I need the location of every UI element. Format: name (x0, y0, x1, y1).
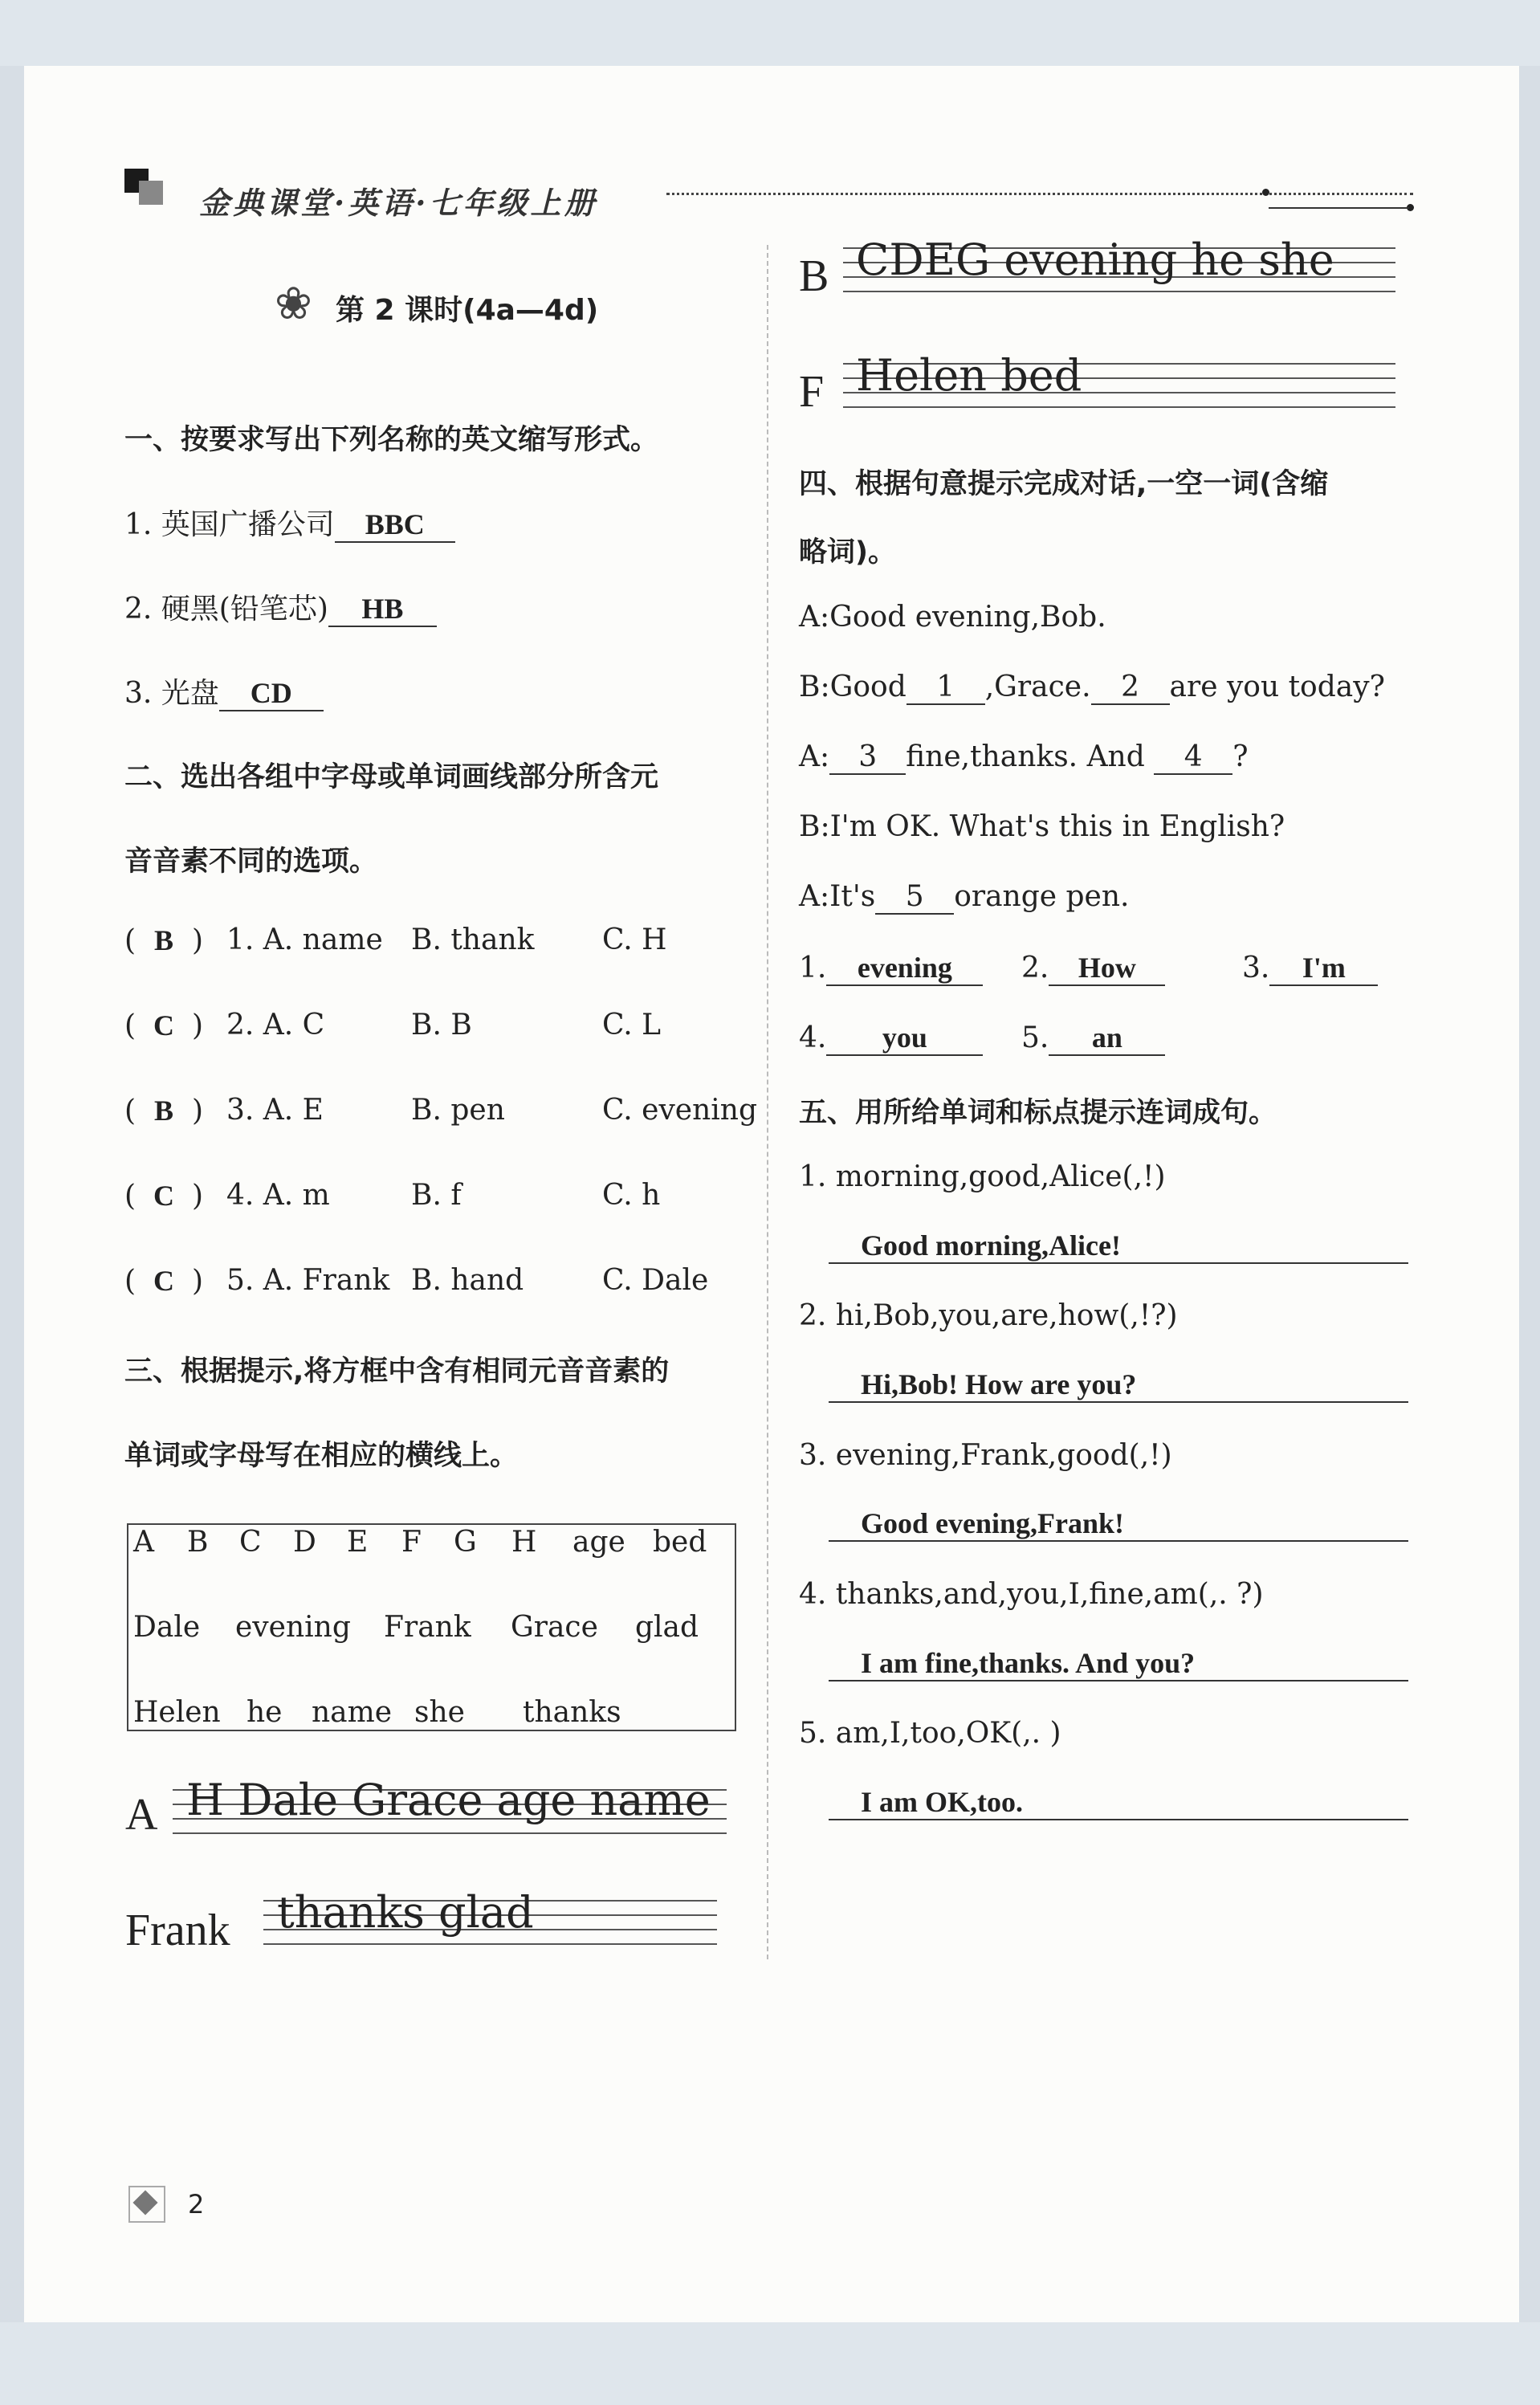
s2-row-1-a: 1. A. name (226, 923, 383, 956)
s5-question-4: 4. thanks,and,you,I,fine,am(,. ?) (799, 1578, 1264, 1611)
dialog-line-3: A: 3 fine,thanks. And 4 ? (799, 740, 1249, 773)
s5-question-2: 2. hi,Bob,you,are,how(,!?) (799, 1299, 1178, 1332)
group-a-label: A (125, 1790, 158, 1840)
answer-line (829, 1680, 1408, 1681)
s2-row-1-c: C. H (602, 923, 667, 956)
book-title: 金典课堂·英语·七年级上册 (199, 185, 598, 221)
header-rule (1269, 207, 1409, 209)
s2-row-2-b: B. B (411, 1009, 472, 1041)
dialog-line-5: A:It's 5 orange pen. (799, 880, 1130, 913)
s2-row-4-a: 4. A. m (226, 1179, 330, 1212)
section4-title: 四、根据句意提示完成对话,一空一词(含缩 (799, 468, 1329, 500)
answer-line (829, 1401, 1408, 1403)
s5-question-5: 5. am,I,too,OK(,. ) (799, 1717, 1061, 1750)
s2-row-2-a: 2. A. C (226, 1009, 325, 1041)
section3-title-cont: 单词或字母写在相应的横线上。 (124, 1440, 519, 1472)
s5-answer-2: Hi,Bob! How are you? (861, 1368, 1137, 1400)
s5-question-1: 1. morning,good,Alice(,!) (799, 1160, 1166, 1193)
dialog-line-2: B:Good 1 ,Grace. 2 are you today? (799, 671, 1385, 703)
s2-row-4-c: C. h (602, 1179, 661, 1212)
s4-answer-5: 5. an (1021, 1021, 1165, 1056)
word-box-item: bed (653, 1526, 707, 1559)
word-box-item: Dale (133, 1611, 201, 1644)
answer-line (829, 1819, 1408, 1820)
s2-row-5: ( C ) (124, 1265, 204, 1298)
group-frank-answer: thanks glad (277, 1887, 534, 1938)
column-divider (767, 245, 768, 1959)
s5-answer-3: Good evening,Frank! (861, 1507, 1125, 1539)
word-box-item: Grace (511, 1611, 598, 1644)
word-box-item: name (312, 1696, 393, 1729)
header-square-shadow-icon (139, 181, 163, 205)
word-box-item: D (293, 1526, 316, 1559)
s5-question-3: 3. evening,Frank,good(,!) (799, 1439, 1172, 1472)
s2-row-3-a: 3. A. E (226, 1094, 324, 1127)
section2-title: 二、选出各组中字母或单词画线部分所含元 (124, 761, 659, 793)
s2-row-2: ( C ) (124, 1009, 204, 1042)
s2-row-2-c: C. L (602, 1009, 662, 1041)
word-box-item: age (572, 1526, 625, 1559)
answer-line (829, 1262, 1408, 1264)
s1-item-3: 3. 光盘 CD (124, 671, 324, 711)
word-box-item: B (187, 1526, 209, 1559)
word-box-item: thanks (523, 1696, 621, 1729)
word-box-item: Helen (133, 1696, 221, 1729)
writing-line (843, 406, 1395, 408)
section3-title: 三、根据提示,将方框中含有相同元音音素的 (124, 1355, 670, 1388)
word-box-item: A (133, 1526, 154, 1559)
word-box-item: glad (635, 1611, 699, 1644)
s1-item-2: 2. 硬黑(铅笔芯) HB (124, 586, 437, 627)
answer-line (829, 1540, 1408, 1542)
writing-line (173, 1832, 727, 1834)
group-b-label: B (799, 251, 829, 301)
s2-row-3: ( B ) (124, 1094, 204, 1127)
section4-title-cont: 略词)。 (799, 536, 896, 569)
s2-row-3-b: B. pen (411, 1094, 505, 1127)
dialog-line-4: B:I'm OK. What's this in English? (799, 810, 1285, 843)
word-box-item: he (246, 1696, 283, 1729)
group-frank-label: Frank (125, 1906, 230, 1955)
word-box-item: F (401, 1526, 422, 1559)
word-box-item: G (454, 1526, 477, 1559)
word-box-item: Frank (384, 1611, 471, 1644)
flower-icon: ❀ (275, 278, 312, 330)
word-box-item: C (239, 1526, 262, 1559)
top-margin (0, 0, 1540, 66)
word-box-item: she (414, 1696, 465, 1729)
s2-row-1-b: B. thank (411, 923, 535, 956)
writing-line (843, 291, 1395, 292)
s4-answer-1: 1. evening (799, 951, 983, 986)
dialog-line-1: A:Good evening,Bob. (799, 601, 1106, 634)
s1-item-1: 1. 英国广播公司 BBC (124, 502, 455, 543)
lesson-title: 第 2 课时(4a—4d) (336, 294, 599, 327)
word-box-item: evening (235, 1611, 351, 1644)
s2-row-4-b: B. f (411, 1179, 462, 1212)
group-f-answer: Helen bed (856, 350, 1082, 401)
s5-answer-4: I am fine,thanks. And you? (861, 1647, 1196, 1679)
header-dotted-rule (666, 193, 1413, 195)
writing-line (263, 1943, 717, 1945)
section5-title: 五、用所给单词和标点提示连词成句。 (799, 1097, 1277, 1129)
group-a-answer: H Dale Grace age name (186, 1775, 711, 1825)
group-b-answer: CDEG evening he she (856, 234, 1334, 285)
s5-answer-1: Good morning,Alice! (861, 1229, 1121, 1262)
s2-row-5-a: 5. A. Frank (226, 1264, 390, 1297)
s2-row-4: ( C ) (124, 1180, 204, 1213)
s4-answer-2: 2. How (1021, 951, 1165, 986)
header-dot-icon (1262, 189, 1269, 196)
s4-answer-3: 3. I'm (1242, 951, 1378, 986)
word-box-item: H (511, 1526, 537, 1559)
s2-row-5-b: B. hand (411, 1264, 524, 1297)
s4-answer-4: 4. you (799, 1021, 983, 1056)
word-box-item: E (347, 1526, 369, 1559)
group-f-label: F (799, 367, 825, 417)
bottom-margin (0, 2322, 1540, 2405)
section1-title: 一、按要求写出下列名称的英文缩写形式。 (124, 424, 659, 456)
s2-row-1: ( B ) (124, 924, 204, 957)
s2-row-3-c: C. evening (602, 1094, 758, 1127)
section2-title-cont: 音音素不同的选项。 (124, 846, 378, 878)
s5-answer-5: I am OK,too. (861, 1786, 1023, 1818)
s2-row-5-c: C. Dale (602, 1264, 709, 1297)
page-number: 2 (188, 2189, 205, 2220)
